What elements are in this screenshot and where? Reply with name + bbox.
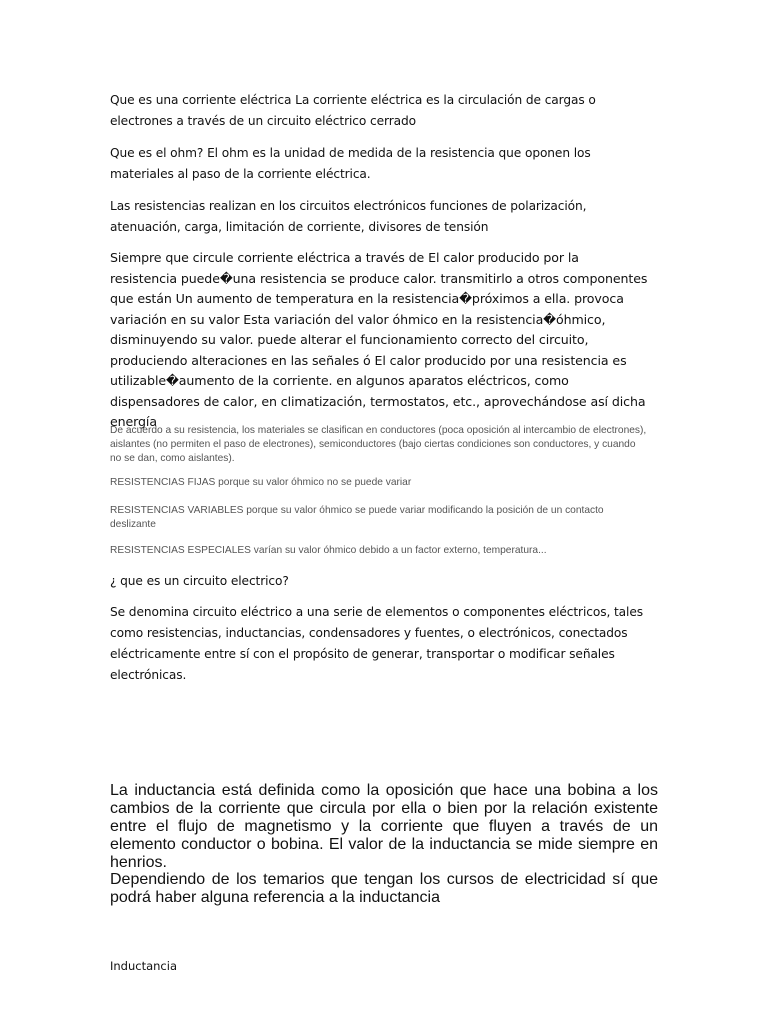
paragraph-ohm: Que es el ohm? El ohm es la unidad de medida de la resistencia que oponen los materiales al paso de la corriente eléctrica. bbox=[110, 146, 591, 181]
paragraph-resistencias-especiales: RESISTENCIAS ESPECIALES varían su valor óhmico debido a un factor externo, temperatura... bbox=[110, 545, 547, 556]
paragraph-resistencias-variables: RESISTENCIAS VARIABLES porque su valor óhmico se puede variar modificando la posición de un contacto deslizante bbox=[110, 505, 604, 530]
paragraph-inductancia-definicion: La inductancia está definida como la oposición que hace una bobina a los cambios de la corriente que circula por ella o bien por la relación existente entre el flujo de magnetismo y la corriente que fluyen a través de un elemento conductor o bobina. El valor de la inductancia se mide siempre en henrios. bbox=[110, 782, 658, 871]
paragraph-resistencias-fijas: RESISTENCIAS FIJAS porque su valor óhmico no se puede variar bbox=[110, 477, 412, 488]
paragraph-calor-resistencia: Siempre que circule corriente eléctrica a través de El calor producido por la resistencia puede�una resistencia se produce calor. transmitirlo a otros componentes que están Un aumento de temperatura en la resistencia�próximos a ella. provoca variación en su valor Esta variación del valor óhmico en la resistencia�óhmico, disminuyendo su valor. puede alterar el funcionamiento correcto del circuito, produciendo alteraciones en las señales ó El calor producido por una resistencia es utilizable�aumento de la corriente. en algunos aparatos eléctricos, como dispensadores de calor, en climatización, termostatos, etc., aprovechándose así dicha energía bbox=[110, 250, 648, 429]
paragraph-clasificacion-materiales: De acuerdo a su resistencia, los materiales se clasifican en conductores (poca oposición al intercambio de electrones), aislantes (no permiten el paso de electrones), semiconductores (bajo ciertas condiciones son conductores, y cuando no se dan, como aislantes). bbox=[110, 425, 647, 464]
heading-inductancia: Inductancia bbox=[110, 959, 178, 973]
paragraph-temarios: Dependiendo de los temarios que tengan los cursos de electricidad sí que podrá haber alguna referencia a la inductancia bbox=[110, 871, 658, 906]
paragraph-funciones-resistencias: Las resistencias realizan en los circuitos electrónicos funciones de polarización, atenuación, carga, limitación de corriente, divisores de tensión bbox=[110, 199, 587, 234]
heading-circuito-electrico: ¿ que es un circuito electrico? bbox=[110, 574, 289, 588]
paragraph-corriente-electrica: Que es una corriente eléctrica La corriente eléctrica es la circulación de cargas o electrones a través de un circuito eléctrico cerrado bbox=[110, 93, 596, 128]
paragraph-circuito-electrico: Se denomina circuito eléctrico a una serie de elementos o componentes eléctricos, tales como resistencias, inductancias, condensadores y fuentes, o electrónicos, conectados eléctricamente entre sí con el propósito de generar, transportar o modificar señales electrónicas. bbox=[110, 605, 643, 682]
